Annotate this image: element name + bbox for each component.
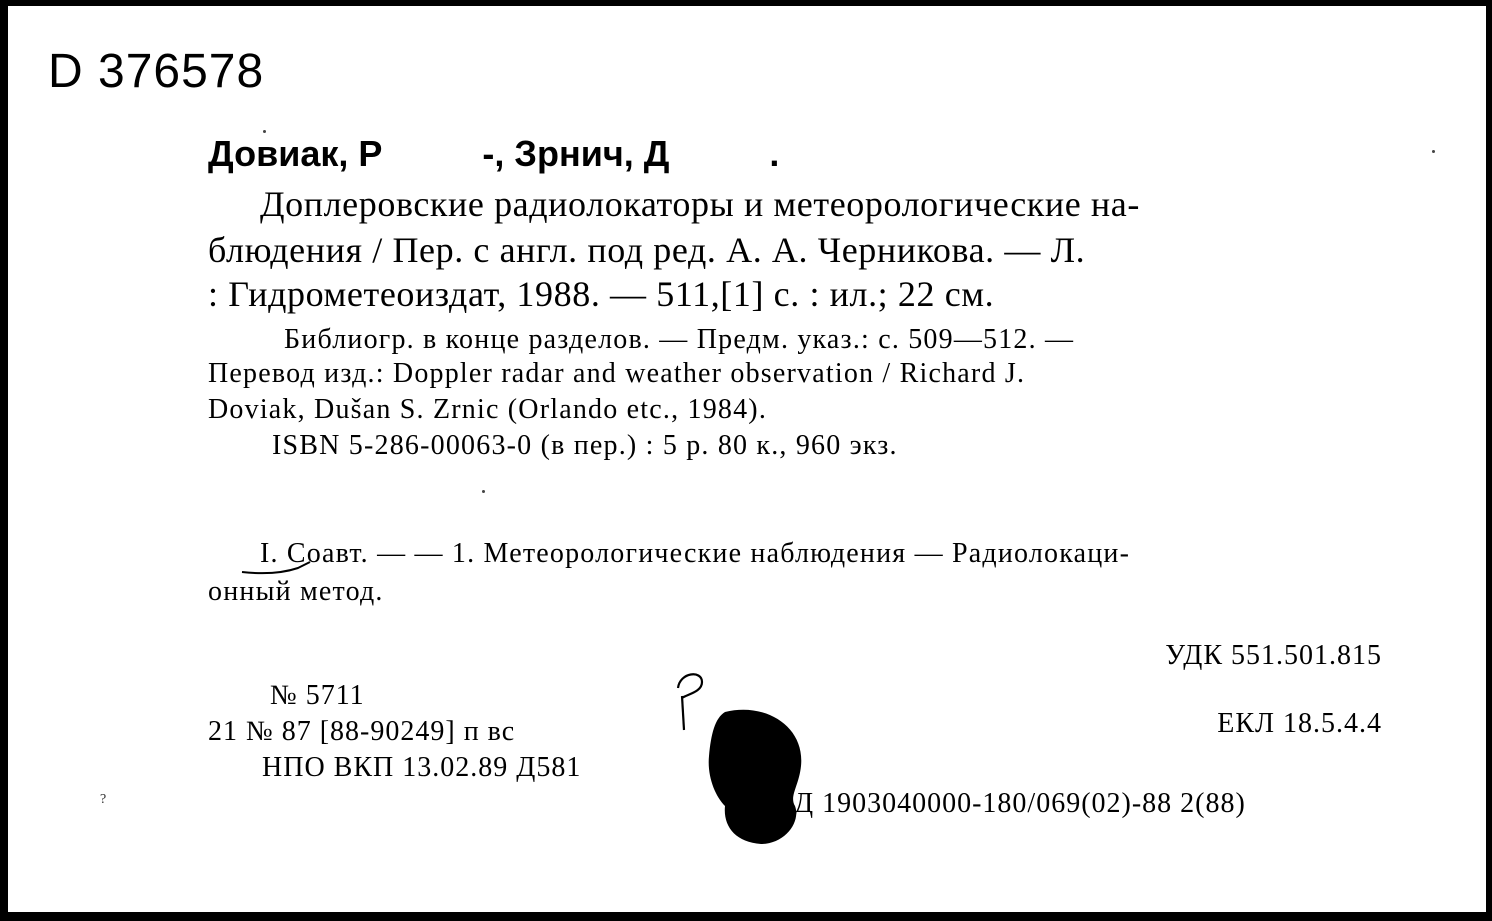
margin-mark: ? (100, 792, 107, 807)
title-line-1: Доплеровские радиолокаторы и метеорологические на- (260, 184, 1140, 224)
title-line-2: блюдения / Пер. с англ. под ред. А. А. Черникова. — Л. (208, 230, 1086, 270)
authors-heading: Довиак, Р -, Зрнич, Д . (208, 133, 780, 174)
punch-hole-stamp (705, 706, 803, 846)
npo-line: НПО ВКП 13.02.89 Д581 (262, 752, 582, 783)
isbn-line: ISBN 5-286-00063-0 (в пер.) : 5 р. 80 к., 960 экз. (272, 430, 898, 461)
handwritten-underline (240, 558, 320, 578)
subjects-line-2: онный метод. (208, 576, 384, 607)
speck-mark (263, 130, 266, 133)
record-number: № 5711 (270, 680, 365, 711)
title-line-3: : Гидрометеоиздат, 1988. — 511,[1] с. : ил.; 22 см. (208, 274, 995, 314)
subjects-line-1: I. Соавт. — — 1. Метеорологические наблюдения — Радиолокаци- (260, 538, 1131, 569)
ekl-code: ЕКЛ 18.5.4.4 (1217, 708, 1382, 739)
catalog-line: 21 № 87 [88-90249] п вс (208, 716, 516, 747)
speck-mark (1432, 150, 1435, 153)
call-number: D 376578 (48, 45, 265, 98)
notes-line-3: Doviak, Dušan S. Zrnic (Orlando etc., 1984). (208, 394, 768, 425)
classification-code-line: Д 1903040000-180/069(02)-88 2(88) (794, 788, 1246, 819)
speck-mark (482, 490, 485, 493)
udk-code: УДК 551.501.815 (1165, 640, 1382, 671)
notes-line-2: Перевод изд.: Doppler radar and weather observation / Richard J. (208, 358, 1026, 389)
catalog-card (8, 6, 1486, 912)
notes-line-1: Библиогр. в конце разделов. — Предм. указ.: с. 509—512. — (284, 324, 1075, 355)
